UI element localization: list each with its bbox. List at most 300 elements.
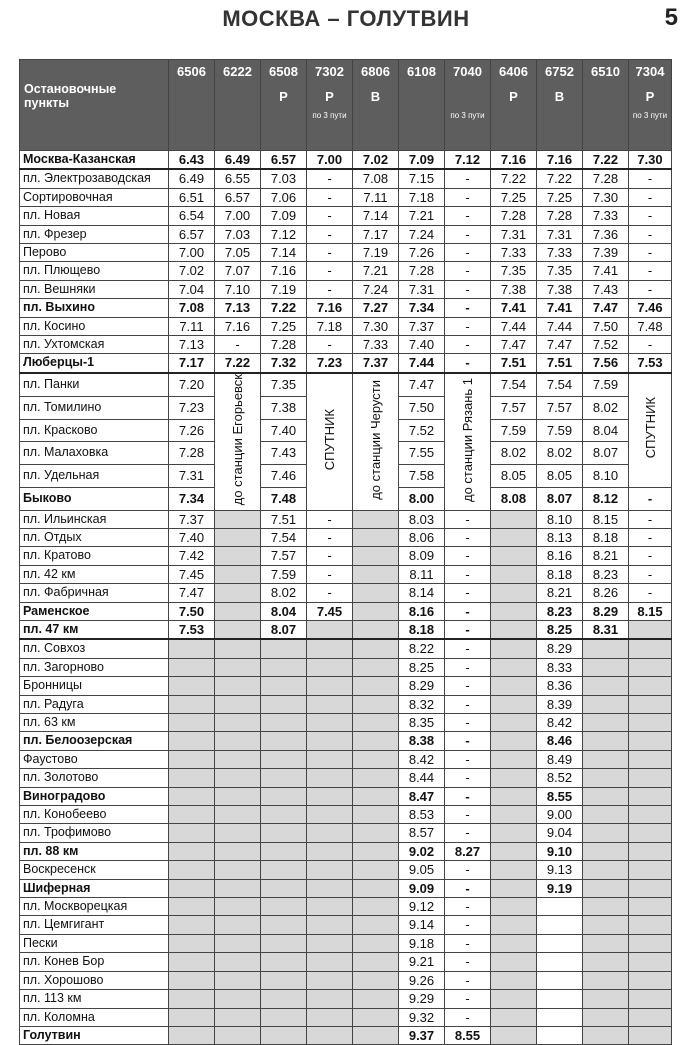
time-cell: 8.44 [399, 769, 445, 787]
station-name: Воскресенск [20, 861, 169, 879]
time-cell [215, 695, 261, 713]
time-cell: - [445, 677, 491, 695]
time-cell: 7.22 [491, 169, 537, 188]
time-cell: - [445, 225, 491, 243]
time-cell [353, 842, 399, 860]
time-cell: 8.29 [537, 639, 583, 658]
time-cell: 8.04 [261, 602, 307, 620]
station-name: пл. 42 км [20, 565, 169, 583]
time-cell [353, 861, 399, 879]
time-cell [169, 953, 215, 971]
time-cell: - [445, 528, 491, 546]
time-cell [583, 953, 629, 971]
time-cell: - [445, 510, 491, 528]
time-cell [215, 602, 261, 620]
stations-header-line2: пункты [24, 96, 70, 110]
train-number: 7304 [635, 64, 665, 79]
time-cell [169, 787, 215, 805]
time-cell: 7.11 [353, 188, 399, 206]
time-cell [307, 861, 353, 879]
time-cell [629, 1026, 672, 1044]
time-cell: 8.05 [491, 465, 537, 488]
station-name: пл. Радуга [20, 695, 169, 713]
time-cell: 8.16 [537, 547, 583, 565]
time-cell: - [445, 602, 491, 620]
time-cell [169, 879, 215, 897]
time-cell [491, 565, 537, 583]
time-cell [353, 916, 399, 934]
time-cell: 7.25 [261, 317, 307, 335]
train-number: 7040 [453, 64, 482, 79]
time-cell: - [629, 225, 672, 243]
time-cell: 7.00 [307, 151, 353, 170]
route-note-cell [215, 373, 261, 510]
time-cell: - [307, 565, 353, 583]
station-name: пл. Москворецкая [20, 898, 169, 916]
time-cell [353, 953, 399, 971]
table-row [20, 620, 672, 639]
time-cell [629, 842, 672, 860]
time-cell [629, 971, 672, 989]
time-cell [353, 620, 399, 639]
table-row [20, 842, 672, 860]
time-cell: 7.47 [491, 336, 537, 354]
time-cell [583, 916, 629, 934]
time-cell: 7.34 [169, 487, 215, 510]
time-cell [491, 916, 537, 934]
time-cell: 7.28 [169, 442, 215, 465]
time-cell: 8.42 [399, 750, 445, 768]
time-cell: - [445, 317, 491, 335]
time-cell [537, 898, 583, 916]
time-cell [307, 898, 353, 916]
time-cell: 8.31 [583, 620, 629, 639]
time-cell: - [629, 510, 672, 528]
time-cell [307, 677, 353, 695]
time-cell [353, 565, 399, 583]
time-cell: 7.51 [537, 354, 583, 373]
time-cell: 8.02 [537, 442, 583, 465]
time-cell: 7.28 [399, 262, 445, 280]
time-cell: - [445, 824, 491, 842]
train-header-3 [307, 60, 353, 151]
time-cell [491, 528, 537, 546]
train-number: 6108 [407, 64, 436, 79]
time-cell: 7.30 [353, 317, 399, 335]
time-cell [353, 934, 399, 952]
station-name: пл. Плющево [20, 262, 169, 280]
time-cell [215, 769, 261, 787]
time-cell: 9.29 [399, 990, 445, 1008]
time-cell [261, 677, 307, 695]
time-cell: 7.11 [169, 317, 215, 335]
time-cell: 7.54 [537, 373, 583, 396]
time-cell [491, 806, 537, 824]
time-cell: 7.41 [537, 299, 583, 317]
time-cell [491, 934, 537, 952]
time-cell: - [307, 225, 353, 243]
time-cell: - [445, 787, 491, 805]
time-cell [491, 510, 537, 528]
time-cell: - [445, 990, 491, 1008]
table-row [20, 898, 672, 916]
time-cell [583, 842, 629, 860]
time-cell [353, 806, 399, 824]
table-row [20, 971, 672, 989]
time-cell [583, 934, 629, 952]
station-name: пл. Панки [20, 373, 169, 396]
time-cell [491, 842, 537, 860]
time-cell [583, 861, 629, 879]
route-note: до станции Черусти [368, 379, 383, 500]
time-cell: 9.26 [399, 971, 445, 989]
time-cell: 8.13 [537, 528, 583, 546]
train-mark: Р [509, 89, 518, 104]
time-cell [629, 787, 672, 805]
train-mark: Р [325, 89, 334, 104]
time-cell [583, 1026, 629, 1044]
time-cell: 9.37 [399, 1026, 445, 1044]
time-cell: - [629, 565, 672, 583]
table-row [20, 336, 672, 354]
time-cell [215, 1026, 261, 1044]
time-cell: - [307, 188, 353, 206]
route-note-cell [307, 373, 353, 510]
time-cell: 7.24 [399, 225, 445, 243]
time-cell: 8.52 [537, 769, 583, 787]
table-row [20, 824, 672, 842]
time-cell: 7.26 [399, 244, 445, 262]
route-note-cell [629, 373, 672, 487]
time-cell: 7.38 [537, 280, 583, 298]
time-cell: 7.44 [399, 354, 445, 373]
time-cell: 7.03 [261, 169, 307, 188]
time-cell: 8.38 [399, 732, 445, 750]
time-cell: 8.00 [399, 487, 445, 510]
time-cell [169, 695, 215, 713]
time-cell: 8.25 [537, 620, 583, 639]
time-cell: 8.36 [537, 677, 583, 695]
time-cell: 7.00 [169, 244, 215, 262]
time-cell: 7.22 [261, 299, 307, 317]
time-cell: 8.27 [445, 842, 491, 860]
time-cell: 7.33 [491, 244, 537, 262]
time-cell: 9.00 [537, 806, 583, 824]
time-cell [583, 879, 629, 897]
station-name: пл. Хорошово [20, 971, 169, 989]
table-row [20, 151, 672, 170]
time-cell: 7.22 [583, 151, 629, 170]
time-cell: 7.48 [261, 487, 307, 510]
time-cell [583, 787, 629, 805]
time-cell: 8.07 [537, 487, 583, 510]
station-name: пл. Ухтомская [20, 336, 169, 354]
time-cell [261, 842, 307, 860]
time-cell [353, 769, 399, 787]
time-cell [169, 732, 215, 750]
time-cell [169, 806, 215, 824]
train-number: 6506 [177, 64, 206, 79]
time-cell [169, 898, 215, 916]
time-cell [537, 934, 583, 952]
time-cell [307, 769, 353, 787]
time-cell: 7.17 [169, 354, 215, 373]
train-mark: В [370, 89, 381, 104]
station-name: пл. 88 км [20, 842, 169, 860]
time-cell: 9.14 [399, 916, 445, 934]
station-name: Перово [20, 244, 169, 262]
train-header-8 [537, 60, 583, 151]
time-cell [491, 639, 537, 658]
time-cell [307, 953, 353, 971]
time-cell [353, 602, 399, 620]
station-name: пл. Загорново [20, 658, 169, 676]
station-name: пл. Конобеево [20, 806, 169, 824]
time-cell: 7.25 [491, 188, 537, 206]
stations-header [20, 60, 169, 151]
time-cell [491, 953, 537, 971]
time-cell: 7.40 [261, 419, 307, 442]
time-cell: 7.35 [261, 373, 307, 396]
time-cell: - [215, 336, 261, 354]
table-row [20, 207, 672, 225]
time-cell: 7.28 [261, 336, 307, 354]
table-row [20, 861, 672, 879]
time-cell [491, 898, 537, 916]
time-cell [169, 861, 215, 879]
time-cell: 8.16 [399, 602, 445, 620]
time-cell [215, 990, 261, 1008]
time-cell: 8.42 [537, 714, 583, 732]
time-cell: 7.28 [583, 169, 629, 188]
time-cell [261, 990, 307, 1008]
time-cell: 7.21 [399, 207, 445, 225]
station-name: Шиферная [20, 879, 169, 897]
time-cell: - [445, 169, 491, 188]
time-cell: 6.55 [215, 169, 261, 188]
time-cell: 8.02 [261, 584, 307, 602]
table-row [20, 1026, 672, 1044]
time-cell: 7.52 [399, 419, 445, 442]
time-cell [353, 639, 399, 658]
time-cell: 7.22 [215, 354, 261, 373]
time-cell: 7.41 [491, 299, 537, 317]
time-cell: 8.08 [491, 487, 537, 510]
time-cell: 7.44 [537, 317, 583, 335]
time-cell: - [629, 547, 672, 565]
time-cell: 7.14 [261, 244, 307, 262]
table-row [20, 953, 672, 971]
time-cell: - [445, 280, 491, 298]
time-cell [491, 658, 537, 676]
train-number: 6806 [361, 64, 390, 79]
time-cell: 8.18 [399, 620, 445, 639]
time-cell [307, 879, 353, 897]
time-cell: - [445, 188, 491, 206]
station-name: пл. Конев Бор [20, 953, 169, 971]
time-cell: 7.59 [583, 373, 629, 396]
time-cell [491, 602, 537, 620]
time-cell: 8.35 [399, 714, 445, 732]
time-cell [261, 1026, 307, 1044]
route-note: до станции Рязань 1 [460, 377, 475, 502]
time-cell [629, 861, 672, 879]
time-cell: - [445, 620, 491, 639]
time-cell [583, 677, 629, 695]
time-cell: 7.03 [215, 225, 261, 243]
station-name: пл. 47 км [20, 620, 169, 639]
time-cell: 9.05 [399, 861, 445, 879]
time-cell [491, 732, 537, 750]
time-cell: - [445, 953, 491, 971]
time-cell: 7.31 [169, 465, 215, 488]
time-cell: - [445, 584, 491, 602]
time-cell: 7.57 [491, 396, 537, 419]
time-cell: 7.53 [629, 354, 672, 373]
train-header-7 [491, 60, 537, 151]
time-cell: 7.41 [583, 262, 629, 280]
time-cell: 7.21 [353, 262, 399, 280]
table-row [20, 317, 672, 335]
time-cell [583, 639, 629, 658]
time-cell: 7.35 [491, 262, 537, 280]
time-cell: 9.32 [399, 1008, 445, 1026]
timetable [19, 59, 672, 1045]
time-cell [537, 990, 583, 1008]
table-row [20, 528, 672, 546]
time-cell [491, 695, 537, 713]
time-cell: 7.47 [537, 336, 583, 354]
time-cell: 8.32 [399, 695, 445, 713]
time-cell: 7.36 [583, 225, 629, 243]
time-cell: - [445, 695, 491, 713]
table-row [20, 354, 672, 373]
time-cell [583, 990, 629, 1008]
station-name: Раменское [20, 602, 169, 620]
time-cell [491, 584, 537, 602]
time-cell [629, 879, 672, 897]
route-note-cell [445, 373, 491, 510]
time-cell: 9.10 [537, 842, 583, 860]
time-cell: 7.40 [399, 336, 445, 354]
time-cell [261, 658, 307, 676]
time-cell: 7.17 [353, 225, 399, 243]
time-cell: 7.38 [261, 396, 307, 419]
time-cell [353, 695, 399, 713]
table-row [20, 188, 672, 206]
time-cell [583, 732, 629, 750]
time-cell: - [629, 487, 672, 510]
time-cell: 8.18 [537, 565, 583, 583]
time-cell: 8.46 [537, 732, 583, 750]
time-cell [261, 639, 307, 658]
time-cell [353, 510, 399, 528]
time-cell: 7.16 [537, 151, 583, 170]
time-cell [169, 971, 215, 989]
time-cell: 7.37 [399, 317, 445, 335]
table-row [20, 244, 672, 262]
time-cell: - [307, 280, 353, 298]
time-cell: 7.59 [537, 419, 583, 442]
time-cell: 7.37 [169, 510, 215, 528]
table-row [20, 806, 672, 824]
time-cell [307, 934, 353, 952]
time-cell: 7.52 [583, 336, 629, 354]
time-cell: 6.57 [261, 151, 307, 170]
time-cell [215, 510, 261, 528]
time-cell [215, 934, 261, 952]
time-cell [261, 824, 307, 842]
time-cell [169, 934, 215, 952]
train-header-6 [445, 60, 491, 151]
table-row [20, 658, 672, 676]
time-cell [629, 934, 672, 952]
time-cell [491, 861, 537, 879]
time-cell [215, 750, 261, 768]
time-cell [261, 861, 307, 879]
time-cell: 7.18 [307, 317, 353, 335]
time-cell: 8.21 [583, 547, 629, 565]
station-name: Бронницы [20, 677, 169, 695]
table-row [20, 299, 672, 317]
station-name: пл. Фабричная [20, 584, 169, 602]
station-name: Люберцы-1 [20, 354, 169, 373]
time-cell [629, 953, 672, 971]
time-cell [215, 953, 261, 971]
time-cell: 8.18 [583, 528, 629, 546]
time-cell: - [629, 262, 672, 280]
train-note: по 3 пути [632, 111, 668, 120]
time-cell: 7.57 [537, 396, 583, 419]
time-cell [583, 769, 629, 787]
time-cell: - [307, 528, 353, 546]
time-cell [261, 934, 307, 952]
time-cell: 7.09 [399, 151, 445, 170]
time-cell: 7.14 [353, 207, 399, 225]
time-cell: - [629, 528, 672, 546]
time-cell [169, 714, 215, 732]
time-cell: 7.26 [169, 419, 215, 442]
time-cell [307, 916, 353, 934]
time-cell: 9.09 [399, 879, 445, 897]
station-name: пл. Малаховка [20, 442, 169, 465]
time-cell [215, 787, 261, 805]
time-cell: - [445, 354, 491, 373]
train-mark: В [554, 89, 565, 104]
time-cell [353, 584, 399, 602]
station-name: пл. Кратово [20, 547, 169, 565]
time-cell: 7.51 [261, 510, 307, 528]
time-cell: 7.47 [169, 584, 215, 602]
time-cell: 7.59 [261, 565, 307, 583]
time-cell: - [445, 750, 491, 768]
table-row [20, 934, 672, 952]
time-cell [491, 547, 537, 565]
time-cell [491, 787, 537, 805]
time-cell [169, 639, 215, 658]
time-cell [353, 750, 399, 768]
time-cell: 7.33 [537, 244, 583, 262]
time-cell [353, 547, 399, 565]
time-cell [307, 620, 353, 639]
time-cell [629, 658, 672, 676]
time-cell [629, 732, 672, 750]
time-cell [215, 565, 261, 583]
time-cell [353, 990, 399, 1008]
table-row [20, 373, 672, 396]
time-cell: 7.05 [215, 244, 261, 262]
time-cell: 7.59 [491, 419, 537, 442]
